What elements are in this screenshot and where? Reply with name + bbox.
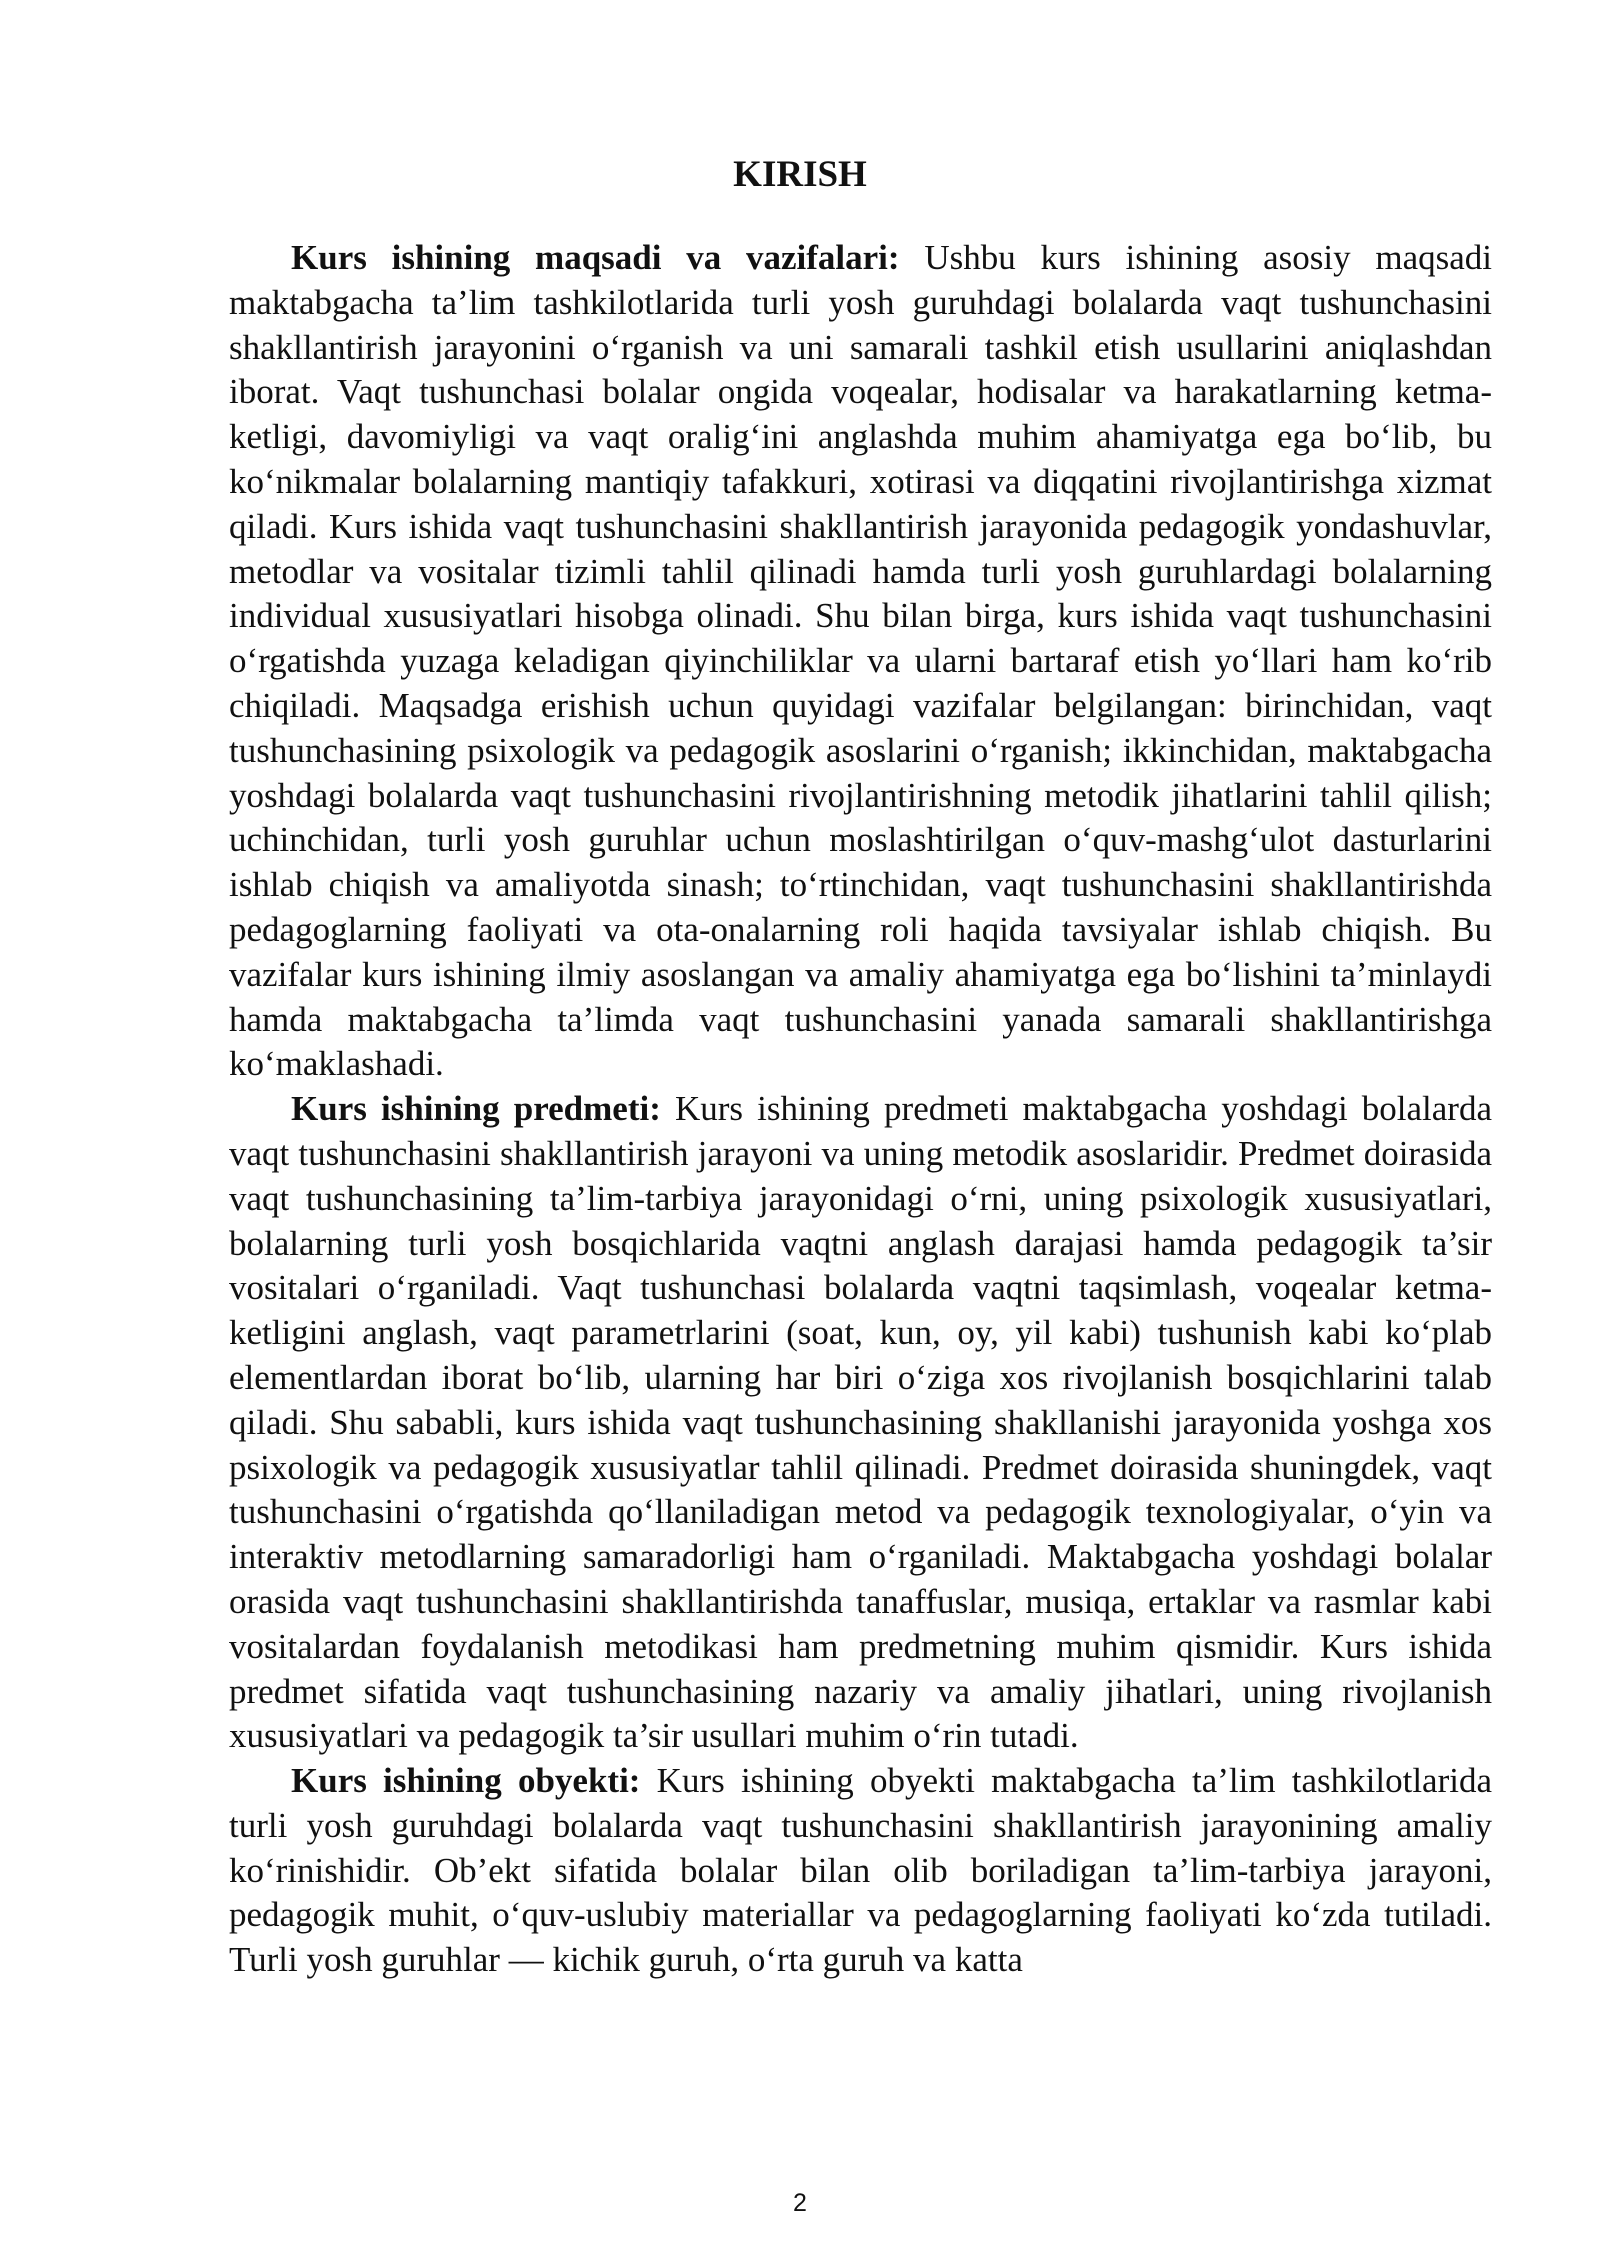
paragraph-text: Kurs ishining obyekti maktabgacha ta’lim tashkilotlarida turli yosh guruhdagi bolalarda vaqt tushunchasini shakllantirish jarayonining amaliy ko‘rinishidir. Ob’ekt sifatida bolalar bilan olib boriladigan ta’lim-tarbiya jarayoni, pedagogik muhit, o‘quv-uslubiy materiallar va pedagoglarning faoliyati ko‘zda tutiladi. Turli yosh guruhlar — kichik guruh, o‘rta guruh va katta: [229, 1761, 1492, 1980]
paragraph-text: Ushbu kurs ishining asosiy maqsadi maktabgacha ta’lim tashkilotlarida turli yosh guruhdagi bolalarda vaqt tushunchasini shakllantirish jarayonini o‘rganish va uni samarali tashkil etish usullarini aniqlashdan iborat. Vaqt tushunchasi bolalar ongida voqealar, hodisalar va harakatlarning ketma-ketligi, davomiyligi va vaqt oralig‘ini anglashda muhim ahamiyatga ega bo‘lib, bu ko‘nikmalar bolalarning mantiqiy tafakkuri, xotirasi va diqqatini rivojlantirishga xizmat qiladi. Kurs ishida vaqt tushunchasini shakllantirish jarayonida pedagogik yondashuvlar, metodlar va vositalar tizimli tahlil qilinadi hamda turli yosh guruhlardagi bolalarning individual xususiyatlari hisobga olinadi. Shu bilan birga, kurs ishida vaqt tushunchasini o‘rgatishda yuzaga keladigan qiyinchiliklar va ularni bartaraf etish yo‘llari ham ko‘rib chiqiladi. Maqsadga erishish uchun quyidagi vazifalar belgilangan: birinchidan, vaqt tushunchasining psixologik va pedagogik asoslarini o‘rganish; ikkinchidan, maktabgacha yoshdagi bolalarda vaqt tushunchasini rivojlantirishning metodik jihatlarini tahlil qilish; uchinchidan, turli yosh guruhlar uchun moslashtirilgan o‘quv-mashg‘ulot dasturlarini ishlab chiqish va amaliyotda sinash; to‘rtinchidan, vaqt tushunchasini shakllantirishda pedagoglarning faoliyati va ota-onalarning roli haqida tavsiyalar ishlab chiqish. Bu vazifalar kurs ishining ilmiy asoslangan va amaliy ahamiyatga ega bo‘lishini ta’minlaydi hamda maktabgacha ta’limda vaqt tushunchasini yanada samarali shakllantirishga ko‘maklashadi.: [229, 238, 1492, 1084]
page-heading: KIRISH: [733, 154, 867, 195]
paragraph-text: Kurs ishining predmeti maktabgacha yoshdagi bolalarda vaqt tushunchasini shakllantirish jarayoni va uning metodik asoslaridir. Predmet doirasida vaqt tushunchasining ta’lim-tarbiya jarayonidagi o‘rni, uning psixologik xususiyatlari, bolalarning turli yosh bosqichlarida vaqtni anglash darajasi hamda pedagogik ta’sir vositalari o‘rganiladi. Vaqt tushunchasi bolalarda vaqtni taqsimlash, voqealar ketma-ketligini anglash, vaqt parametrlarini (soat, kun, oy, yil kabi) tushunish kabi ko‘plab elementlardan iborat bo‘lib, ularning har biri o‘ziga xos rivojlanish bosqichlarini talab qiladi. Shu sababli, kurs ishida vaqt tushunchasining shakllanishi jarayonida yoshga xos psixologik va pedagogik xususiyatlar tahlil qilinadi. Predmet doirasida shuningdek, vaqt tushunchasini o‘rgatishda qo‘llaniladigan metod va pedagogik texnologiyalar, o‘yin va interaktiv metodlarning samaradorligi ham o‘rganiladi. Maktabgacha yoshdagi bolalar orasida vaqt tushunchasini shakllantirishda tanaffuslar, musiqa, ertaklar va rasmlar kabi vositalardan foydalanish metodikasi ham predmetning muhim qismidir. Kurs ishida predmet sifatida vaqt tushunchasining nazariy va amaliy jihatlari, uning rivojlanish xususiyatlari va pedagogik ta’sir usullari muhim o‘rin tutadi.: [229, 1089, 1492, 1756]
body-text: [229, 236, 1492, 1983]
paragraph-lead: Kurs ishining obyekti:: [291, 1761, 641, 1801]
paragraph-lead: Kurs ishining maqsadi va vazifalari:: [291, 238, 900, 277]
paragraph-object: [229, 1759, 1492, 1983]
page-number: 2: [793, 2189, 807, 2217]
paragraph-subject: [229, 1087, 1492, 1759]
paragraph-lead: Kurs ishining predmeti:: [291, 1089, 661, 1129]
paragraph-goals: [229, 236, 1492, 1087]
